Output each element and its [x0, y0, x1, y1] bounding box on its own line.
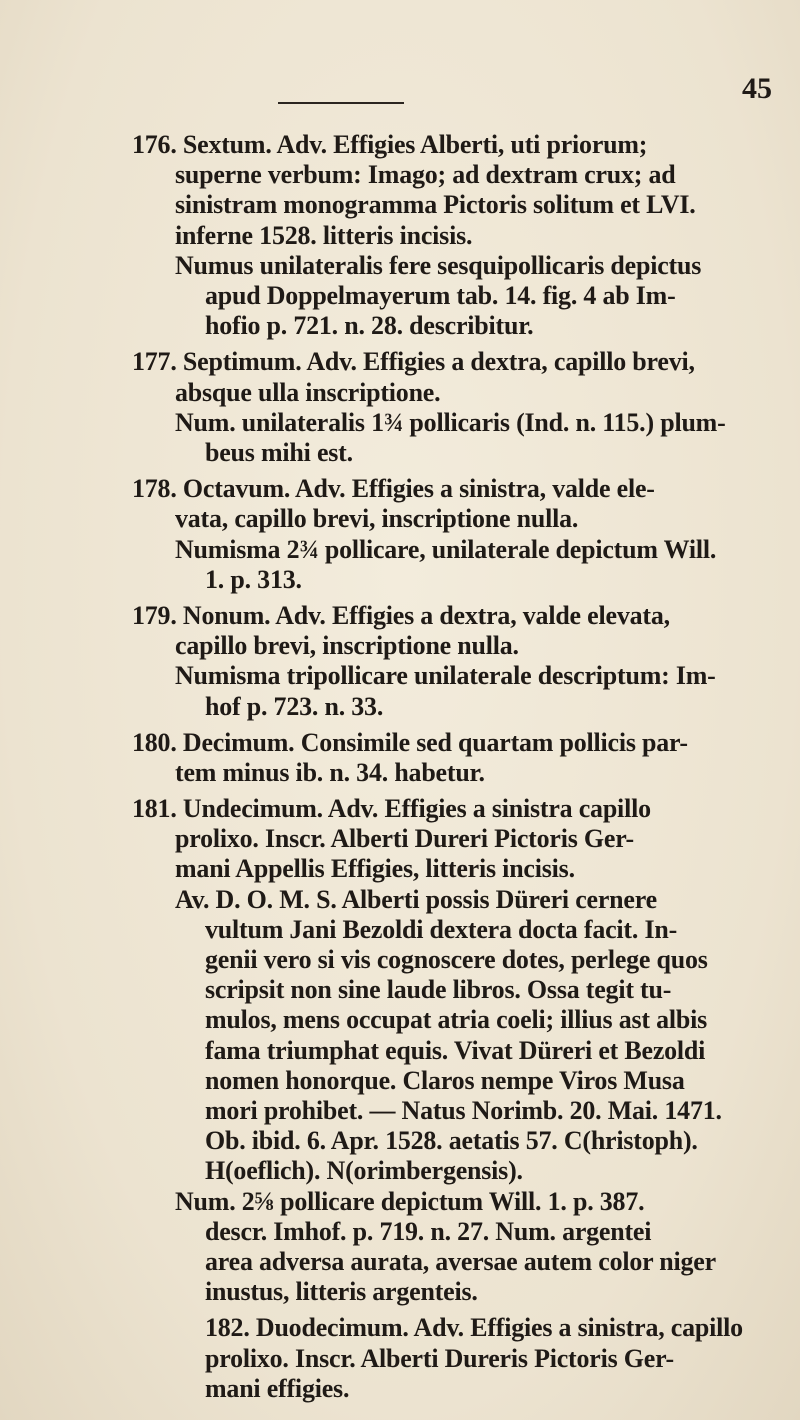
text-line: mani Appellis Effigies, litteris incisis.	[175, 854, 575, 884]
text-line: Num. 2⅝ pollicare depictum Will. 1. p. 387.	[175, 1186, 645, 1216]
text-line: apud Doppelmayerum tab. 14. fig. 4 ab Im-	[205, 280, 676, 310]
text-line: prolixo. Inscr. Alberti Dureri Pictoris Ger-	[175, 824, 635, 854]
text-line: scripsit non sine laude libros. Ossa tegit tu-	[205, 975, 672, 1005]
text-line: prolixo. Inscr. Alberti Dureris Pictoris Ger-	[205, 1343, 674, 1373]
text-line: vata, capillo brevi, inscriptione nulla.	[175, 504, 579, 534]
text-line: tem minus ib. n. 34. habetur.	[175, 757, 485, 787]
entry-180-line: 180. Decimum. Consimile sed quartam pollicis par-	[132, 727, 688, 757]
text-line: Av. D. O. M. S. Alberti possis Düreri cernere	[175, 884, 657, 914]
entry-176-line: 176. Sextum. Adv. Effigies Alberti, uti priorum;	[132, 130, 648, 159]
text-line: superne verbum: Imago; ad dextram crux; ad	[175, 160, 676, 190]
text-line: inustus, litteris argenteis.	[205, 1277, 478, 1307]
text-line: hofio p. 721. n. 28. describitur.	[205, 311, 534, 341]
text-line: absque ulla inscriptione.	[175, 377, 441, 407]
text-line: mulos, mens occupat atria coeli; illius ast albis	[205, 1005, 708, 1035]
text-line: Numisma tripollicare unilaterale descriptum: Im-	[175, 661, 716, 691]
text-line: hof p. 723. n. 33.	[205, 691, 384, 721]
text-line: Ob. ibid. 6. Apr. 1528. aetatis 57. C(hristoph).	[205, 1126, 698, 1156]
entry-177-line: 177. Septimum. Adv. Effigies a dextra, capillo brevi,	[132, 347, 695, 377]
text-line: area adversa aurata, aversae autem color niger	[205, 1247, 716, 1277]
entry-179-line: 179. Nonum. Adv. Effigies a dextra, valde elevata,	[132, 600, 670, 630]
text-line: vultum Jani Bezoldi dextera docta facit. In-	[205, 914, 678, 944]
text-line: inferne 1528. litteris incisis.	[175, 220, 473, 250]
text-line: H(oeflich). N(orimbergensis).	[205, 1156, 523, 1186]
text-line: Numus unilateralis fere sesquipollicaris depictus	[175, 250, 702, 280]
text-line: nomen honorque. Claros nempe Viros Musa	[205, 1065, 685, 1095]
text-line: genii vero si vis cognoscere dotes, perlege quos	[205, 945, 708, 975]
text-line: mori prohibet. — Natus Norimb. 20. Mai. 1471.	[205, 1096, 722, 1126]
text-line: sinistram monogramma Pictoris solitum et LVI.	[175, 190, 696, 220]
entry-178-line: 178. Octavum. Adv. Effigies a sinistra, valde ele-	[132, 474, 655, 504]
text-line: beus mihi est.	[205, 437, 353, 467]
page-number: 45	[742, 72, 772, 105]
text-line: descr. Imhof. p. 719. n. 27. Num. argentei	[205, 1216, 652, 1246]
text-line: mani effigies.	[205, 1373, 350, 1403]
text-line: 182. Duodecimum. Adv. Effigies a sinistra, capillo	[205, 1313, 743, 1343]
text-line: Numisma 2¾ pollicare, unilaterale depictum Will.	[175, 534, 717, 564]
text-line: fama triumphat equis. Vivat Düreri et Bezoldi	[205, 1035, 706, 1065]
text-line: capillo brevi, inscriptione nulla.	[175, 631, 519, 661]
entry-181-line: 181. Undecimum. Adv. Effigies a sinistra capillo	[132, 794, 651, 824]
text-line: Num. unilateralis 1¾ pollicaris (Ind. n. 115.) plum-	[175, 407, 726, 437]
text-line: 1. p. 313.	[205, 564, 302, 594]
